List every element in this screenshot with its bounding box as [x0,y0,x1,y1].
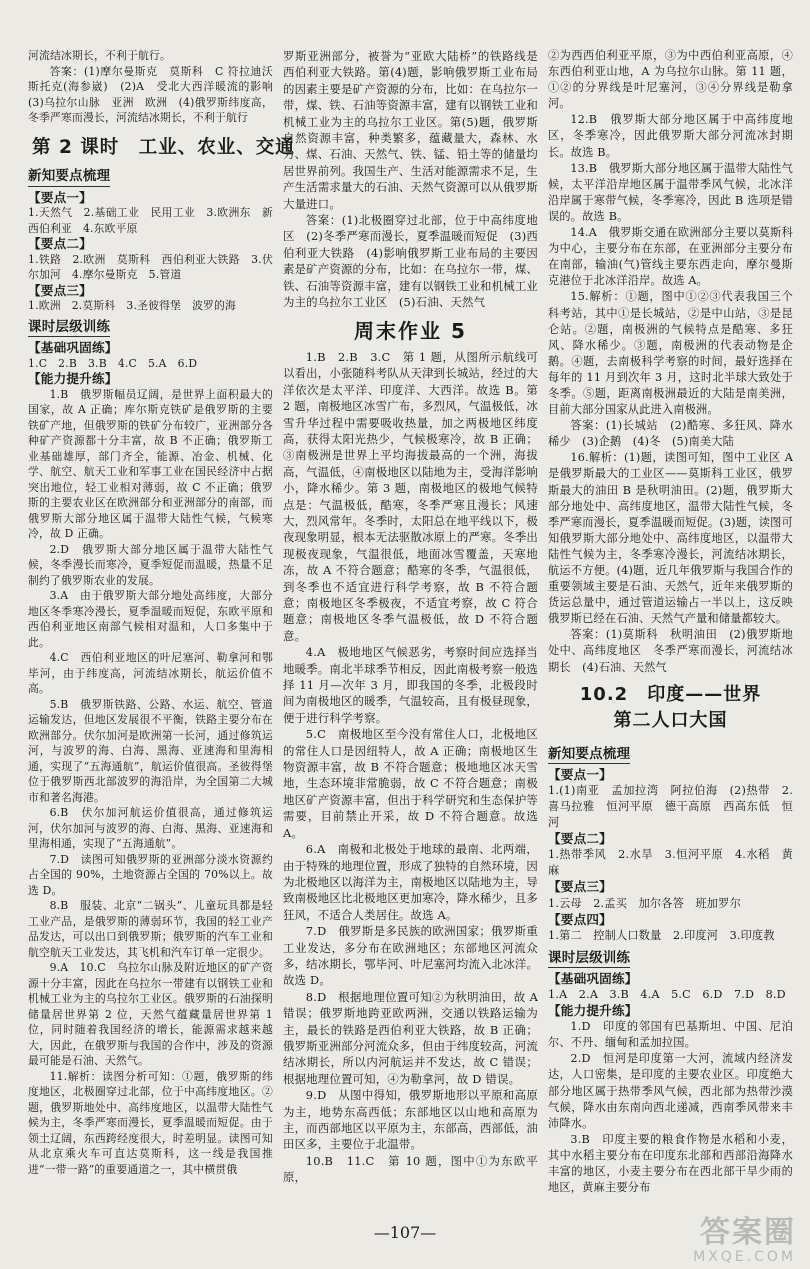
text-paragraph: 6.A 南极和北极处于地球的最南、北两端，由于特殊的地理位置，形成了独特的自然环境，因为北极地区以海洋为主，南极地区以陆地为主，导致南极地区比北极地区更加寒冷，降水稀少，且多狂风，不适合人类居住。故选 A。 [283,842,538,922]
text-paragraph: 13.B 俄罗斯大部分地区属于温带大陆性气候，太平洋沿岸地区属于温带季风气候，北冰洋沿岸属于寒带气候，冬季寒冷，因此 B 选项是错误的。故选 B。 [548,161,793,223]
text-paragraph: 9.A 10.C 乌拉尔山脉及附近地区的矿产资源十分丰富，因此在乌拉尔一带建有以钢铁工业和机械工业为主的乌拉尔工业区。俄罗斯的石油探明储量居世界第 2 位，天然气蕴藏量居世界第 1 位，同时随着我国经济的增长，能源需求越来越大，因此，在俄罗斯与我国的合作中，涉及的资源最可能是石油、天然气。 [28,961,273,1067]
watermark-text: 答案圈 [700,1215,796,1250]
section-heading-knowledge: 新知要点梳理 [548,746,630,764]
chapter-title [548,682,793,734]
text-paragraph: 11.解析：读图分析可知：①题，俄罗斯的纬度地区，北极圈穿过北部，位于中高纬度地区。②题，俄罗斯地处中、高纬度地区，以温带大陆性气候为主，冬季严寒而漫长，夏季温暖而短促。由于领土辽阔，东西跨经度很大，时差明显。读图可知从北京乘火车可直达莫斯科，这一线是我国推进“一带一路”的重要通道之一，其中横贯俄 [28,1069,273,1176]
key-point-tag: 【要点一】 [28,189,92,205]
text-paragraph: 8.D 根据地理位置可知②为秋明油田，故 A 错误；俄罗斯地跨亚欧两洲，交通以铁路运输为主，最长的铁路是西伯利亚大铁路，故 B 正确；俄罗斯亚洲部分河流众多，但由于纬度较高，河流结冰期长，所以内河航运并不发达，故 C 错误；根据地理位置可知，④为勒拿河，故 D 错误。 [283,989,538,1086]
text-paragraph: 答案：(1)莫斯科 秋明油田 (2)俄罗斯地处中、高纬度地区 冬季严寒而漫长，河流结冰期长 (4)石油、天然气 [548,628,793,674]
text-paragraph: 7.D 俄罗斯是多民族的欧洲国家；俄罗斯重工业发达，多分布在欧洲地区；东部地区河流众多，结冰期长，鄂毕河、叶尼塞河均流入北冰洋。故选 D。 [283,924,538,988]
key-points-list [28,190,273,314]
section-heading-training: 课时层级训练 [28,320,110,338]
text-paragraph: 5.C 南极地区至今没有常住人口，北极地区的常住人口是因纽特人，故 A 正确；南极地区生物资源丰富，故 B 不符合题意；极地地区冰天雪地，生态环境非常脆弱，故 C 不符合题意；南极地区矿产资源丰富，但出于科学研究和生态保护等需要，目前禁止开采，故 D 不符合题意。故选 A。 [283,727,538,840]
improve-practice-tag: 【能力提升练】 [28,371,118,386]
text-paragraph: 2.D 恒河是印度第一大河，流域内经济发达，人口密集，是印度的主要农业区。印度绝大部分地区属于热带季风气候，西北部为热带沙漠气候，降水由东南向西北递减，西南季风带来丰沛降水。 [548,1052,793,1130]
page-number: —107— [373,1223,437,1242]
text-paragraph: 10.B 11.C 第 10 题，图中①为东欧平原， [283,1153,538,1185]
section-heading-training: 课时层级训练 [548,950,630,968]
key-point-tag: 【要点四】 [548,911,612,927]
continued-block [548,48,793,112]
text-paragraph: 1.欧洲 2.莫斯科 3.圣彼得堡 波罗的海 [28,299,237,312]
text-paragraph: 6.B 伏尔加河航运价值很高，通过修筑运河，伏尔加河与波罗的海、白海、黑海、亚速海和里海相通，实现了“五海通航”。 [28,806,273,850]
text-paragraph: 3.B 印度主要的粮食作物是水稻和小麦，其中水稻主要分布在印度东北部和西部沿海降水丰富的地区，小麦主要分布在西北部干旱少雨的地区，黄麻主要分布 [548,1132,793,1195]
basic-practice-answers: 1.A 2.A 3.B 4.A 5.C 6.D 7.D 8.D [548,987,786,1001]
answer-items-list [548,1019,793,1196]
key-point-tag: 【要点三】 [28,282,92,298]
text-paragraph: 3.A 由于俄罗斯大部分地处高纬度，大部分地区冬季寒冷漫长，夏季温暖而短促，东欧平原和西伯利亚地区南部气候相对温和，人口多集中于此。 [28,589,273,649]
text-paragraph: 罗斯亚洲部分，被誉为“亚欧大陆桥”的铁路线是西伯利亚大铁路。第(4)题，影响俄罗斯工业布局的因素主要是矿产资源的分布，比如：在乌拉尔一带，煤、铁、石油等资源丰富，建有以钢铁工业和机械工业为主的乌拉尔工业区。第(5)题，俄罗斯自然资源丰富，种类繁多，蕴藏量大，森林、水力、煤、石油、天然气、铁、锰、铅土等的储量均居世界前列。我国生产、生活对能源需求不足，生产生活需求量大的石油、天然气资源可以从俄罗斯大量进口。 [283,49,538,211]
text-paragraph: 12.B 俄罗斯大部分地区属于中高纬度地区，冬季寒冷，因此俄罗斯大部分河流冰封期长。故选 B。 [548,113,793,159]
text-paragraph: 15.解析：①题，图中①②③代表我国三个科考站，其中①是长城站，②是中山站，③是昆仑站。②题，南极洲的气候特点是酷寒、多狂风、降水稀少。③题，南极洲的代表动物是企鹅。④题，去南极科学考察的时间，最好选择在每年的 11 月到次年 3 月，这时北半球大致处于冬季。⑤题，距离南极洲最近的大陆是南美洲，目前大部分国家从此进入南极洲。 [548,290,793,417]
text-paragraph: 4.A 极地地区气候恶劣，考察时间应选择当地暖季。南北半球季节相反，因此南极考察一般选择 11 月—次年 3 月，即我国的冬季，北极段时间为南极地区的暖季，气温较高，且有极昼现象，便于进行科学考察。 [283,645,538,725]
key-point-tag: 【要点一】 [548,766,612,782]
column-right [548,48,793,1196]
text-paragraph: 1.B 2.B 3.C 第 1 题，从图所示航线可以看出，小张随科考队从天津到长城站，经过的大洋依次是太平洋、印度洋、大西洋。故选 B。第 2 题，南极地区冰雪广布，多烈风，气温极低，冰雪升华过程中需要吸收热量，加之两极地区纬度高，获得太阳光热少，气候极寒冷，故 B 正确；③南极洲是世界上平均海拔最高的一个洲，海拔高，气温低，④南极地区以陆地为主，受海洋影响小，降水稀少。第 3 题，南极地区的极地气候特点是：气温极低，酷寒，冬季严寒且漫长；风速大，烈风常年。冬季时，太阳总在地平线以下，极夜现象明显，根本无法驱散冰原上的严寒。冬季出现极夜现象，气温很低，地面冰雪覆盖，天寒地冻，故 A 不符合题意；酷寒的冬季，气温很低，到冬季也不适宜进行科学考察，故 B 不符合题意；南极地区冬季极夜，不适宜考察，故 C 符合题意；南极地区冬季气温极低，故 D 不符合题意。 [283,349,538,643]
key-point-tag: 【要点二】 [28,236,92,251]
text-paragraph: 1.热带季风 2.水旱 3.恒河平原 4.水稻 黄麻 [548,848,793,878]
chapter-title-line-2: 第二人口大国 [613,709,728,731]
basic-practice-tag: 【基础巩固练】 [28,340,118,355]
column-middle [283,48,538,1186]
text-paragraph: 2.D 俄罗斯大部分地区属于温带大陆性气候，冬季漫长而寒冷，夏季短促而温暖，热量不足制约了俄罗斯农业的发展。 [28,542,273,587]
answer-items-list [548,112,793,675]
text-paragraph: 1.云母 2.孟买 加尔各答 班加罗尔 [548,896,741,910]
intro-block [28,48,284,126]
chapter-title-line-1: 10.2 印度——世界 [579,683,762,705]
answer-items-list [283,349,538,1186]
watermark-logo [693,1217,796,1265]
text-paragraph: 7.D 读图可知俄罗斯的亚洲部分淡水资源约占全国的 90%，土地资源占全国的 70%以上。故选 D。 [28,852,273,897]
key-point-tag: 【要点二】 [548,831,612,847]
text-paragraph: ②为西西伯利亚平原，③为中西伯利亚高原，④东西伯利亚山地，A 为乌拉尔山脉。第 11 题，①②的分界线是叶尼塞河，③④分界线是勒拿河。 [548,49,793,111]
text-paragraph: 1.D 印度的邻国有巴基斯坦、中国、尼泊尔、不丹、缅甸和孟加拉国。 [548,1020,793,1050]
text-paragraph: 答案：(1)摩尔曼斯克 莫斯科 C 符拉迪沃斯托克(海参崴) (2)A 受北大西洋暖流的影响 (3)乌拉尔山脉 亚洲 欧洲 (4)俄罗斯纬度高，冬季严寒而漫长，河流结冰期长，不利于航行 [28,64,284,124]
text-paragraph: 河流结冰期长，不利于航行。 [28,49,171,62]
text-paragraph: 1.天然气 2.基础工业 民用工业 3.欧洲东 新西伯利亚 4.东欧平原 [28,206,273,235]
text-paragraph: 1.铁路 2.欧洲 莫斯科 西伯利亚大铁路 3.伏尔加河 4.摩尔曼斯克 5.管道 [28,252,273,281]
text-paragraph: 5.B 俄罗斯铁路、公路、水运、航空、管道运输发达，但地区发展很不平衡，铁路主要分布在欧洲部分。伏尔加河是欧洲第一长河，通过修筑运河，与波罗的海、白海、黑海、亚速海和里海相通，实现了“五海通航”，航运价值很高。圣彼得堡位于俄罗斯西北部波罗的海沿岸，为全国第二大城市和著名海港。 [28,697,273,804]
text-paragraph: 16.解析：(1)题，读图可知，图中工业区 A 是俄罗斯最大的工业区——莫斯科工业区，俄罗斯最大的油田 B 是秋明油田。(2)题，俄罗斯大部分地处中、高纬度地区，温带大陆性气候，冬季严寒而漫长，夏季温暖而短促。(3)题，读图可知俄罗斯大部分地处中、高纬度地区，以温带大陆性气候为主，冬季寒冷漫长，河流结冰期长，航运不方便。(4)题，近几年俄罗斯与我国合作的重要领域主要是石油、天然气，近年来俄罗斯的货运总量中，通过管道运输占一半以上，这反映俄罗斯已经在石油、天然气产量和储量都较大。 [548,451,793,626]
answer-paragraph: 答案：(1)北极圈穿过北部，位于中高纬度地区 (2)冬季严寒而漫长，夏季温暖而短促 (3)西伯利亚大铁路 (4)影响俄罗斯工业布局的主要因素是矿产资源的分布，比如：在乌拉尔一带，煤、铁、石油等资源丰富，建有以钢铁工业和机械工业为主的乌拉尔工业区 (5)石油、天然气 [283,213,538,310]
key-point-tag: 【要点三】 [548,879,612,895]
text-paragraph: 1.(1)南亚 孟加拉湾 阿拉伯海 (2)热带 2.喜马拉雅 恒河平原 德干高原 西高东低 恒河 [548,783,793,830]
text-paragraph: 1.B 俄罗斯幅员辽阔，是世界上面积最大的国家，故 A 正确；库尔斯克铁矿是俄罗斯的主要铁矿产地，但俄罗斯的铁矿分布较广，亚洲部分各种矿产资源都十分丰富，故 B 不正确；俄罗斯工业基础雄厚，部门齐全，能源、冶金、机械、化学、航空、航天工业和军事工业在国民经济中占据突出地位，轻工业相对薄弱，故 C 不正确；俄罗斯的主要农业区在欧洲部分和亚洲部分的南部，而俄罗斯大部分地区属于温带大陆性气候，气候寒冷，故 D 正确。 [28,387,273,540]
text-paragraph: 4.C 西伯利亚地区的叶尼塞河、勒拿河和鄂毕河，由于纬度高，河流结冰期长，航运价值不高。 [28,651,273,695]
text-paragraph: 9.D 从图中得知，俄罗斯地形以平原和高原为主，地势东高西低；东部地区以山地和高原为主，而西部地区以平原为主，东部高，西部低，油田区多，主要位于北温带。 [283,1088,538,1152]
basic-practice-answers: 1.C 2.B 3.B 4.C 5.A 6.D [28,356,198,370]
basic-practice-tag: 【基础巩固练】 [548,970,638,986]
text-paragraph: 答案：(1)长城站 (2)酷寒、多狂风、降水稀少 (3)企鹅 (4)冬 (5)南美大陆 [548,419,793,449]
text-paragraph: 14.A 俄罗斯交通在欧洲部分主要以莫斯科为中心，主要分布在东部，在亚洲部分主要分布在南部，输油(气)管线主要东西走向，摩尔曼斯克港位于北冰洋沿岸。故选 A。 [548,226,793,288]
text-paragraph: 8.B 服装、北京“二锅头”、儿童玩具都是轻工业产品，是俄罗斯的薄弱环节，我国的轻工业产品发达，可以出口到俄罗斯；俄罗斯的汽车工业和航空航天工业发达，其飞机和汽车订单一定很少。 [28,899,273,959]
answer-items-list [28,387,273,1178]
column-left [28,48,295,1177]
watermark-url: MXQE.COM [693,1249,796,1265]
key-points-list [548,767,793,944]
continued-block [283,48,538,212]
text-paragraph: 1.第二 控制人口数量 2.印度河 3.印度教 [548,928,775,942]
weekend-homework-title: 周末作业 5 [354,318,467,343]
section-heading-knowledge: 新知要点梳理 [28,169,110,187]
lesson-title: 第 2 课时 工业、农业、交通 [32,136,295,158]
improve-practice-tag: 【能力提升练】 [548,1003,638,1019]
